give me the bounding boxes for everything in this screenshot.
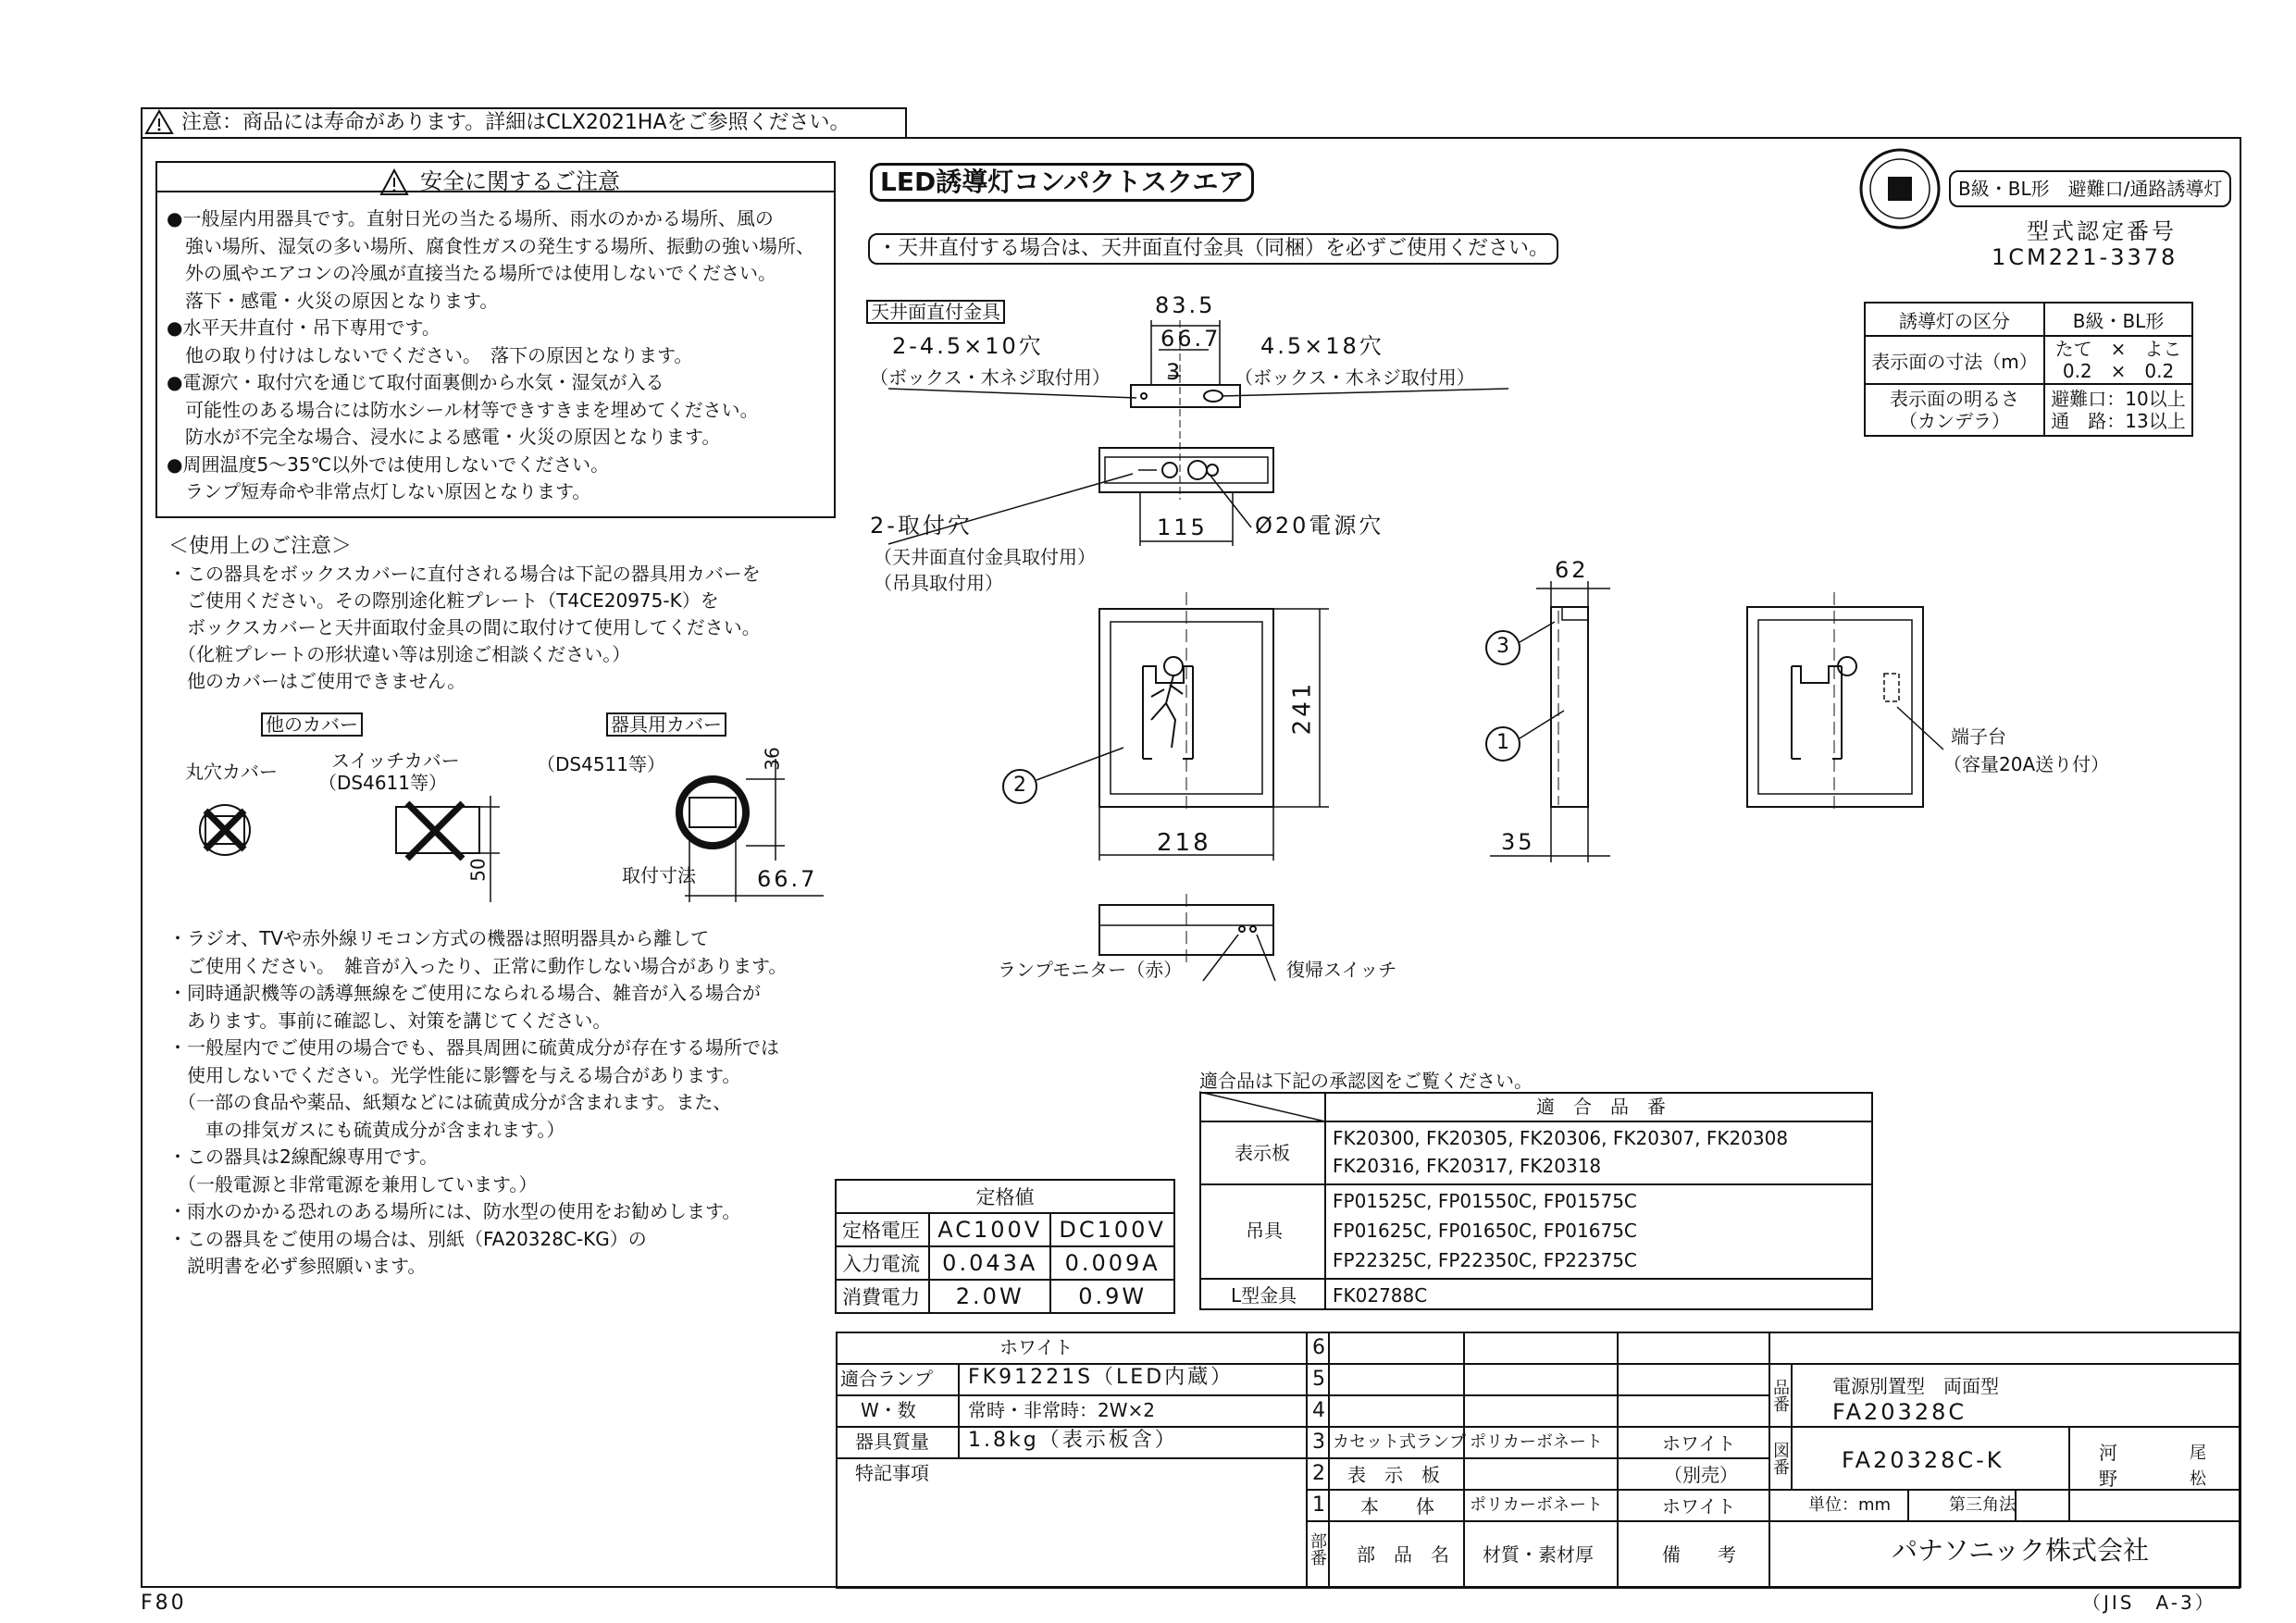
spec-v2a: たて × よこ: [2054, 338, 2182, 360]
safety-line: 強い場所、湿気の多い場所、腐食性ガスの発生する場所、振動の強い場所、: [167, 234, 814, 257]
tb-r3: ホワイト: [1662, 1432, 1736, 1455]
tb-n1: 1: [1312, 1493, 1325, 1517]
spec-h3a: 表示面の明るさ: [1890, 388, 2020, 410]
tb-col-mat: 材質・素材厚: [1483, 1543, 1594, 1566]
usage-line: ・この器具をご使用の場合は、別紙（FA20328C-KG）の: [168, 1227, 647, 1250]
tb-sign-2: 尾: [2190, 1443, 2206, 1463]
dim-241: 241: [1288, 680, 1317, 736]
usage-line: ・同時通訳機等の誘導無線をご使用になられる場合、雑音が入る場合が: [168, 982, 761, 1004]
dim-35: 35: [1501, 829, 1535, 855]
compat-row-value: FP22325C, FP22350C, FP22375C: [1333, 1249, 1637, 1271]
usage-line: ・この器具は2線配線専用です。: [168, 1146, 439, 1168]
fixture-cover-model: （DS4511等）: [537, 753, 665, 775]
compat-header: 適 合 品 番: [1536, 1096, 1666, 1118]
usage-line: ・この器具をボックスカバーに直付される場合は下記の器具用カバーを: [168, 563, 761, 585]
usage-line: 説明書を必ず参照願います。: [168, 1255, 427, 1277]
tb-notes-label: 特記事項: [855, 1462, 929, 1484]
compat-row-name-1: 吊具: [1246, 1220, 1283, 1242]
dim-36: 36: [761, 747, 784, 771]
tb-col-rem: 備 考: [1662, 1543, 1736, 1566]
fixture-cover-label: 器具用カバー: [606, 712, 726, 737]
rating-cell: 0.9W: [1050, 1280, 1174, 1313]
usage-line: ・一般屋内でご使用の場合でも、器具周囲に硫黄成分が存在する場所では: [168, 1036, 779, 1059]
tb-angle: 第三角法: [1949, 1495, 2016, 1515]
compat-row-value: FK20300, FK20305, FK20306, FK20307, FK20308: [1333, 1127, 1789, 1149]
tb-col-no: 部番: [1308, 1532, 1327, 1566]
spec-v3a: 避難口：10以上: [2051, 388, 2186, 410]
compat-row-value: FP01625C, FP01650C, FP01675C: [1333, 1220, 1637, 1242]
cert-number: 1CM221-3378: [1992, 244, 2178, 270]
spec-h1: 誘導灯の区分: [1865, 303, 2044, 336]
terminal-note: （容量20A送り付）: [1943, 753, 2110, 775]
dim-218: 218: [1157, 829, 1211, 857]
usage-line: 使用しないでください。光学性能に影響を与える場合があります。: [168, 1063, 741, 1086]
dim-62: 62: [1555, 557, 1589, 583]
rating-cell: 2.0W: [929, 1280, 1050, 1313]
footer-left: F80: [141, 1592, 187, 1615]
tb-color: ホワイト: [999, 1336, 1074, 1358]
tb-unit: 単位：mm: [1808, 1495, 1892, 1515]
compat-row-value: FK20316, FK20317, FK20318: [1333, 1155, 1602, 1177]
callout-3: 3: [1496, 635, 1509, 658]
tb-sign-3: 野: [2099, 1468, 2117, 1490]
notice-text: 注意：商品には寿命があります。詳細はCLX2021HAをご参照ください。: [181, 111, 850, 134]
usage-line: （一般電源と非常電源を兼用しています。）: [168, 1172, 538, 1196]
tb-r1: ホワイト: [1662, 1495, 1736, 1518]
safety-line: 外の風やエアコンの冷風が直接当たる場所では使用しないでください。: [167, 262, 776, 284]
cert-label: 型式認定番号: [2027, 218, 2177, 244]
rating-cell: AC100V: [929, 1213, 1050, 1246]
footer-right: （JIS A-3）: [2082, 1592, 2216, 1614]
reset-switch-label: 復帰スイッチ: [1286, 959, 1397, 981]
usage-line: （化粧プレートの形状違い等は別途ご相談ください。）: [168, 643, 631, 665]
compat-note: 適合品は下記の承認図をご覧ください。: [1199, 1070, 1533, 1092]
spec-table: [1864, 302, 2193, 437]
tb-mass-label: 器具質量: [855, 1431, 929, 1453]
tb-zuban: FA20328C-K: [1842, 1447, 2004, 1473]
tb-company: パナソニック株式会社: [1892, 1535, 2150, 1566]
safety-line: ●電源穴・取付穴を通じて取付面裏側から水気・湿気が入る: [167, 371, 664, 393]
tb-n6: 6: [1312, 1336, 1325, 1359]
safety-line: ●一般屋内用器具です。直射日光の当たる場所、雨水のかかる場所、風の: [167, 207, 774, 229]
rating-cell: DC100V: [1050, 1213, 1174, 1246]
round-cover-label: 丸穴カバー: [185, 761, 278, 783]
spec-h3b: （カンデラ）: [1899, 410, 2011, 432]
safety-line: 可能性のある場合には防水シール材等できすきまを埋めてください。: [167, 398, 759, 421]
spec-v2b: 0.2 × 0.2: [2062, 360, 2175, 382]
dim-115: 115: [1157, 514, 1208, 540]
tb-n5: 5: [1312, 1368, 1325, 1391]
tb-w-label: W・数: [861, 1399, 916, 1421]
power-hole: Ø20電源穴: [1255, 513, 1384, 539]
rating-cell: 消費電力: [836, 1280, 929, 1313]
hole-a-note: （ボックス・木ネジ取付用）: [870, 366, 1111, 389]
usage-line: ・雨水のかかる恐れのある場所には、防水型の使用をお勧めします。: [168, 1200, 741, 1222]
callout-1: 1: [1496, 731, 1509, 754]
compat-row-name-2: L型金具: [1231, 1284, 1297, 1307]
hole-b: 4.5×18穴: [1260, 333, 1384, 359]
tb-lamp-label: 適合ランプ: [840, 1368, 933, 1390]
ceiling-note: ・天井直付する場合は、天井面直付金具（同梱）を必ずご使用ください。: [868, 233, 1558, 265]
rating-title: 定格値: [836, 1180, 1174, 1213]
compat-row-value: FP01525C, FP01550C, FP01575C: [1333, 1190, 1637, 1212]
tb-mass: 1.8kg（表示板含）: [968, 1429, 1178, 1452]
tb-zuban-label: 図番: [1770, 1442, 1790, 1475]
compat-row-value: FK02788C: [1333, 1284, 1428, 1307]
tb-hinban-label: 品番: [1770, 1379, 1790, 1412]
mount-hole: 2-取付穴: [870, 513, 973, 539]
tb-m3: ポリカーボネート: [1470, 1432, 1603, 1452]
safety-line: 落下・感電・火災の原因となります。: [167, 289, 499, 312]
switch-cover-model: （DS4611等）: [318, 772, 447, 794]
rating-cell: 0.043A: [929, 1246, 1050, 1280]
usage-line: ご使用ください。その際別途化粧プレート（T4CE20975-K）を: [168, 589, 719, 612]
tb-n3: 3: [1312, 1431, 1325, 1454]
tb-sign-4: 松: [2190, 1469, 2206, 1489]
rating-cell: 入力電流: [836, 1246, 929, 1280]
tb-w: 常時・非常時：2W×2: [968, 1399, 1155, 1421]
product-logo: LED誘導灯コンパクトスクエア: [870, 163, 1254, 202]
terminal-label: 端子台: [1951, 725, 2006, 748]
spec-v1: B級・BL形: [2044, 303, 2192, 336]
usage-line: ご使用ください。 雑音が入ったり、正常に動作しない場合があります。: [168, 954, 788, 977]
tb-p2: 表 示 板: [1347, 1464, 1440, 1486]
tb-n2: 2: [1312, 1462, 1325, 1485]
usage-title: ＜使用上のご注意＞: [168, 535, 353, 558]
mount-dim-label: 取付寸法: [622, 864, 696, 886]
tb-hinban: FA20328C: [1832, 1399, 1967, 1425]
other-cover-label: 他のカバー: [261, 712, 363, 737]
usage-line: ボックスカバーと天井面取付金具の間に取付けて使用してください。: [168, 616, 761, 638]
tb-m1: ポリカーボネート: [1470, 1495, 1603, 1515]
rating-table: [835, 1179, 1175, 1314]
safety-line: ●周囲温度5～35℃以外では使用しないでください。: [167, 452, 610, 476]
mount-note-2: （吊具取付用）: [874, 572, 1003, 594]
usage-line: （一部の食品や薬品、紙類などには硫黄成分が含まれます。また、: [168, 1091, 732, 1113]
switch-cover-label: スイッチカバー: [331, 750, 460, 772]
tb-lamp: FK91221S（LED内蔵）: [968, 1366, 1235, 1389]
mount-note-1: （天井面直付金具取付用）: [874, 546, 1096, 568]
rating-cell: 定格電圧: [836, 1213, 929, 1246]
bracket-label: 天井面直付金具: [866, 300, 1005, 324]
tb-n4: 4: [1312, 1399, 1325, 1422]
dim-83-5: 83.5: [1155, 292, 1216, 318]
hole-a: 2-4.5×10穴: [892, 333, 1044, 359]
class-badge: B級・BL形 避難口/通路誘導灯: [1949, 170, 2231, 207]
rating-cell: 0.009A: [1050, 1246, 1174, 1280]
usage-line: 車の排気ガスにも硫黄成分が含まれます。）: [168, 1118, 565, 1141]
usage-line: ・ラジオ、TVや赤外線リモコン方式の機器は照明器具から離して: [168, 927, 710, 949]
tb-hinban-desc: 電源別置型 両面型: [1832, 1375, 1999, 1397]
hole-b-note: （ボックス・木ネジ取付用）: [1235, 366, 1475, 389]
lamp-monitor-label: ランプモニター（赤）: [998, 959, 1183, 981]
usage-line: 他のカバーはご使用できません。: [168, 670, 466, 692]
safety-line: 防水が不完全な場合、浸水による感電・火災の原因となります。: [167, 426, 721, 448]
safety-title: 安全に関するご注意: [420, 168, 620, 194]
tb-p3: カセット式ランプ: [1333, 1432, 1466, 1452]
callout-2: 2: [1013, 774, 1026, 797]
spec-v3b: 通 路：13以上: [2051, 410, 2186, 432]
usage-line: あります。事前に確認し、対策を講じてください。: [168, 1009, 612, 1032]
dim-66-7-cover: 66.7: [757, 866, 818, 892]
safety-line: 他の取り付けはしないでください。 落下の原因となります。: [167, 343, 693, 366]
tb-sign-1: 河: [2099, 1442, 2117, 1464]
tb-r2: （別売）: [1664, 1464, 1738, 1486]
compat-row-name-0: 表示板: [1235, 1142, 1290, 1164]
dim-50: 50: [466, 858, 490, 882]
dim-66-7: 66.7: [1160, 326, 1222, 352]
safety-line: ランプ短寿命や非常点灯しない原因となります。: [167, 480, 591, 502]
tb-p1: 本 体: [1360, 1495, 1434, 1518]
safety-line: ●水平天井直付・吊下専用です。: [167, 316, 441, 339]
spec-h2: 表示面の寸法（m）: [1865, 336, 2044, 384]
tb-col-part: 部 品 名: [1357, 1543, 1449, 1566]
dim-3: 3: [1166, 359, 1181, 385]
